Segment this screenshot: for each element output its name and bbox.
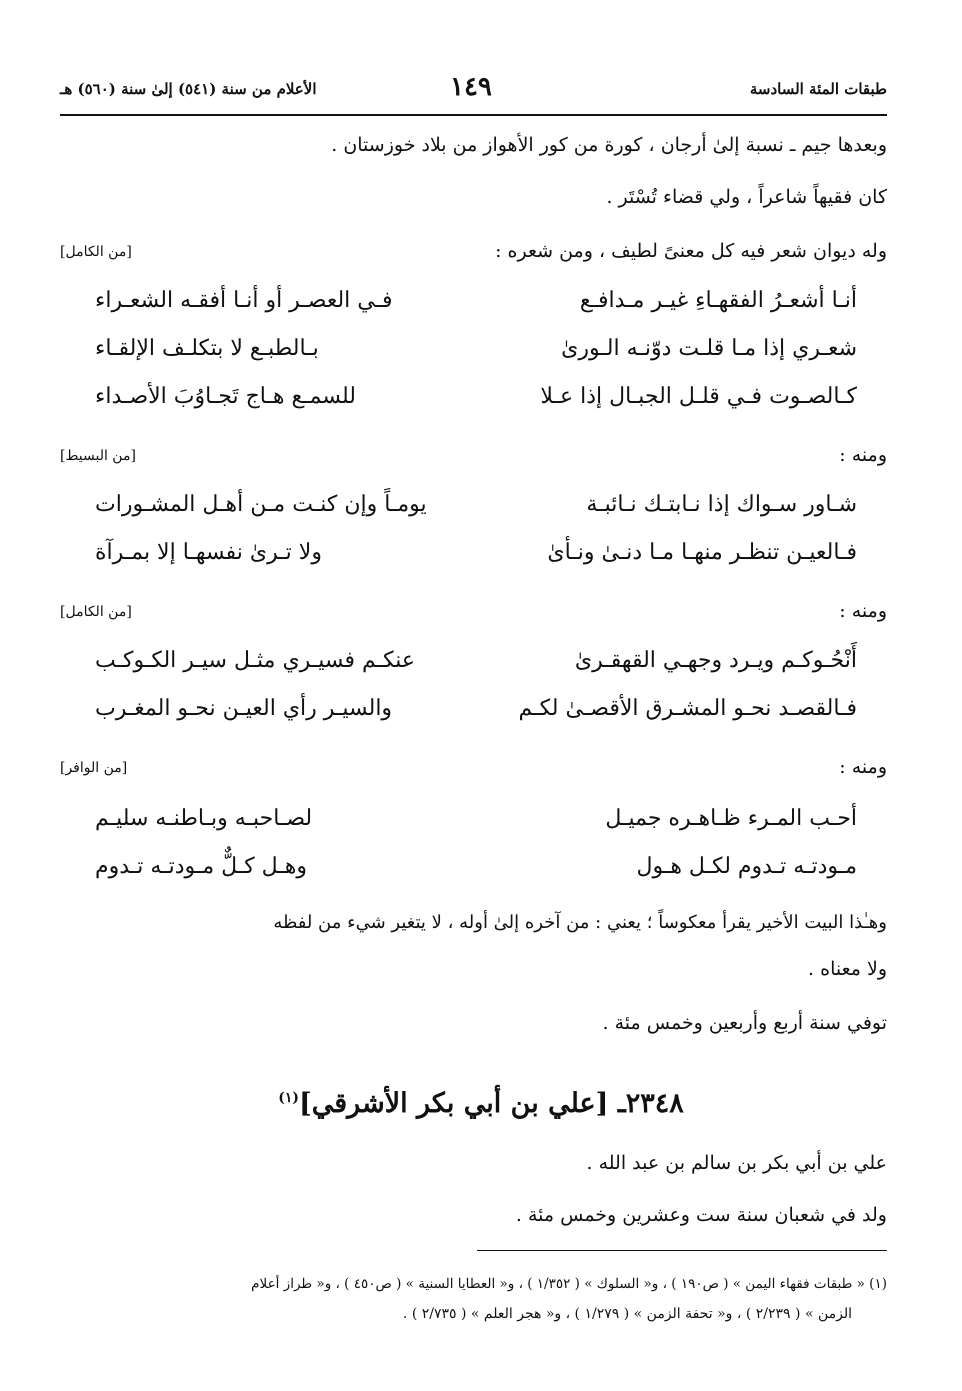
poem-1-meter: [من الكامل] [60, 244, 132, 260]
page-number: ١٤٩ [450, 72, 492, 102]
text-line-1: وبعدها جيم ـ نسبة إلىٰ أرجان ، كورة من كور الأهواز من بلاد خوزستان . [331, 134, 887, 156]
footnote-line-2: الزمن » ( ٢/٢٣٩ ) ، و« تحفة الزمن » ( ١/٢٧٩ ) ، و« هجر العلم » ( ٢/٧٣٥ ) . [402, 1306, 852, 1322]
poem-1-verse-3-left: للسمـع هـاج تَجـاوُبَ الأصـداء [95, 384, 357, 409]
poem-2-verse-1-left: يومـاً وإن كنـت مـن أهـل المشـورات [95, 492, 427, 517]
poem-4-verse-2-left: وهـل كـلٌّ مـودتـه تـدوم [95, 854, 308, 879]
poem-4-verse-1-left: لصـاحبـه وبـاطنـه سليـم [95, 806, 313, 831]
footnote-rule [477, 1250, 887, 1251]
text-line-3: وله ديوان شعر فيه كل معنىً لطيف ، ومن شعره : [495, 240, 887, 262]
poem-3-meter: [من الكامل] [60, 604, 132, 620]
poem-1-verse-1-left: فـي العصـر أو أنـا أفقـه الشعـراء [95, 288, 393, 313]
commentary-line-2: ولا معناه . [808, 958, 887, 980]
poem-2-verse-2-left: ولا تـرىٰ نفسهـا إلا بمـرآة [95, 540, 322, 565]
poem-3-verse-2-right: فـالقصـد نحـو المشـرق الأقصـىٰ لكـم [518, 696, 857, 721]
poem-2-intro: ومنه : [839, 444, 887, 466]
poem-3-verse-1-right: أَنْحُـوكـم ويـرد وجهـي القهقـرىٰ [574, 648, 857, 673]
poem-1-verse-2-left: بـالطبـع لا بتكلـف الإلقـاء [95, 336, 319, 361]
poem-1-verse-1-right: أنـا أشعـرُ الفقهـاءِ غيـر مـدافـع [579, 288, 857, 313]
poem-4-intro: ومنه : [839, 756, 887, 778]
footnote-line-1: (١) « طبقات فقهاء اليمن » ( ص١٩٠ ) ، و« السلوك » ( ١/٣٥٢ ) ، و« العطايا السنية » ( ص٤٥٠ ) ، و« طراز أعلام [251, 1276, 887, 1292]
poem-3-verse-2-left: والسيـر رأي العيـن نحـو المغـرب [95, 696, 393, 721]
poem-4-meter: [من الوافر] [60, 760, 128, 776]
running-header-right: طبقات المئة السادسة [749, 80, 887, 98]
entry-title-text: ٢٣٤٨ـ [علي بن أبي بكر الأشرقي] [299, 1088, 684, 1119]
death-year: توفي سنة أربع وأربعين وخمس مئة . [602, 1012, 887, 1034]
header-rule [60, 114, 887, 116]
poem-2-meter: [من البسيط] [60, 448, 136, 464]
poem-2-verse-1-right: شـاور سـواك إذا نـابتـك نـائبـة [586, 492, 857, 517]
running-header-left: الأعلام من سنة (٥٤١) إلىٰ سنة (٥٦٠) هـ [60, 80, 317, 98]
poem-1-verse-3-right: كـالصـوت فـي قلـل الجبـال إذا عـلا [540, 384, 857, 409]
entry-line-2: ولد في شعبان سنة ست وعشرين وخمس مئة . [515, 1204, 887, 1226]
poem-4-verse-2-right: مـودتـه تـدوم لكـل هـول [636, 854, 857, 879]
poem-3-verse-1-left: عنكـم فسيـري مثـل سيـر الكـوكـب [95, 648, 416, 673]
poem-4-verse-1-right: أحـب المـرء ظـاهـره جميـل [605, 806, 857, 831]
text-line-2: كان فقيهاً شاعراً ، ولي قضاء تُسْتَر . [606, 186, 887, 208]
footnote-marker: (١) [278, 1090, 299, 1106]
commentary-line-1: وهـٰذا البيت الأخير يقرأ معكوساً ؛ يعني : من آخره إلىٰ أوله ، لا يتغير شيء من لفظه [273, 912, 887, 933]
entry-line-1: علي بن أبي بكر بن سالم بن عبد الله . [586, 1152, 887, 1174]
poem-1-verse-2-right: شعـري إذا مـا قلـت دوّنـه الـورىٰ [561, 336, 857, 361]
poem-3-intro: ومنه : [839, 600, 887, 622]
entry-title [0, 1088, 962, 1119]
poem-2-verse-2-right: فـالعيـن تنظـر منهـا مـا دنـىٰ ونـأىٰ [547, 540, 857, 565]
